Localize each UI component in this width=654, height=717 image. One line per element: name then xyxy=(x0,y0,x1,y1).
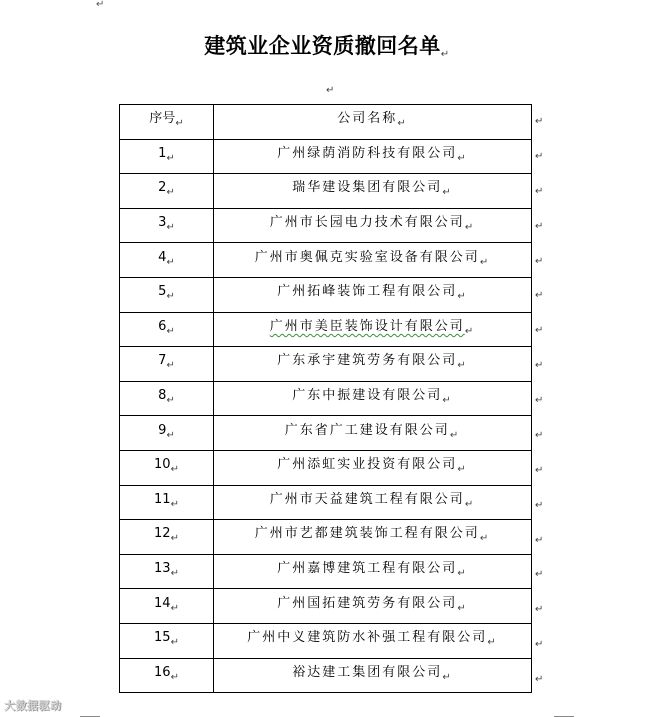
company-name: 广州中义建筑防水补强工程有限公司$_↵$ xyxy=(214,623,532,658)
row-end-mark: ↵ xyxy=(535,186,544,197)
row-number: $2_↵$ xyxy=(120,174,214,209)
table-row xyxy=(120,520,532,555)
row-end-mark: ↵ xyxy=(535,569,544,580)
table-row xyxy=(120,277,532,312)
table-row xyxy=(120,416,532,451)
table-row xyxy=(120,347,532,382)
document-title-text: 建筑业企业资质撤回名单 xyxy=(204,33,441,58)
company-name: 广州添虹实业投资有限公司$_↵$ xyxy=(214,450,532,485)
row-number: $11_↵$ xyxy=(120,485,214,520)
table-row xyxy=(120,243,532,278)
company-name: 广州拓峰装饰工程有限公司$_↵$ xyxy=(214,277,532,312)
header-company-name: 公司名称$_↵$ xyxy=(214,105,532,140)
company-name: 广州绿荫消防科技有限公司$_↵$ xyxy=(214,139,532,174)
table-row xyxy=(120,658,532,693)
row-number: $1_↵$ xyxy=(120,139,214,174)
spellcheck-squiggle: 广州市美臣装饰设计有限公司 xyxy=(269,318,465,334)
company-name: 裕达建工集团有限公司$_↵$ xyxy=(214,658,532,693)
company-name: 广州嘉博建筑工程有限公司$_↵$ xyxy=(214,554,532,589)
row-end-mark: ↵ xyxy=(535,395,544,406)
row-number: $7_↵$ xyxy=(120,347,214,382)
table-row xyxy=(120,208,532,243)
row-end-mark: ↵ xyxy=(535,221,544,232)
row-end-mark: ↵ xyxy=(535,465,544,476)
row-number: $9_↵$ xyxy=(120,416,214,451)
row-number: $3_↵$ xyxy=(120,208,214,243)
row-end-mark: ↵ xyxy=(535,256,544,267)
paragraph-mark-blank-line: ↵ xyxy=(326,85,335,96)
table-row xyxy=(120,381,532,416)
row-number: $6_↵$ xyxy=(120,312,214,347)
table-row xyxy=(120,623,532,658)
row-end-mark: ↵ xyxy=(535,325,544,336)
row-number: $12_↵$ xyxy=(120,520,214,555)
table-row xyxy=(120,554,532,589)
company-name: 广州国拓建筑劳务有限公司$_↵$ xyxy=(214,589,532,624)
row-number: $14_↵$ xyxy=(120,589,214,624)
row-number: $4_↵$ xyxy=(120,243,214,278)
row-end-mark: ↵ xyxy=(535,151,544,162)
page-corner-mark: ↵ xyxy=(96,0,105,10)
table-row xyxy=(120,139,532,174)
row-number: $10_↵$ xyxy=(120,450,214,485)
company-name: 广州市长园电力技术有限公司$_↵$ xyxy=(214,208,532,243)
row-end-mark: ↵ xyxy=(535,500,544,511)
company-name: 瑞华建设集团有限公司$_↵$ xyxy=(214,174,532,209)
document-title xyxy=(0,34,654,67)
table-row xyxy=(120,174,532,209)
row-end-mark: ↵ xyxy=(535,116,544,127)
row-number: $16_↵$ xyxy=(120,658,214,693)
header-serial-number: 序号$_↵$ xyxy=(120,105,214,140)
company-name: 广东中振建设有限公司$_↵$ xyxy=(214,381,532,416)
watermark: 大数据驱动 xyxy=(4,699,62,712)
table-row xyxy=(120,450,532,485)
row-number: $15_↵$ xyxy=(120,623,214,658)
row-end-mark: ↵ xyxy=(535,674,544,685)
table-row xyxy=(120,312,532,347)
table-header-row xyxy=(120,105,532,140)
row-end-mark: ↵ xyxy=(535,604,544,615)
table-row xyxy=(120,589,532,624)
table-row xyxy=(120,485,532,520)
row-number: $13_↵$ xyxy=(120,554,214,589)
row-end-mark: ↵ xyxy=(535,430,544,441)
company-name: 广东承宇建筑劳务有限公司$_↵$ xyxy=(214,347,532,382)
revocation-list-table xyxy=(119,104,532,693)
company-name: 广州市天益建筑工程有限公司$_↵$ xyxy=(214,485,532,520)
row-end-mark: ↵ xyxy=(535,290,544,301)
row-number: $5_↵$ xyxy=(120,277,214,312)
company-name: 广州市美臣装饰设计有限公司$_↵$ xyxy=(214,312,532,347)
row-end-mark: ↵ xyxy=(535,360,544,371)
company-name: 广州市艺都建筑装饰工程有限公司$_↵$ xyxy=(214,520,532,555)
paragraph-mark: ↵ xyxy=(440,49,450,60)
company-name: 广州市奥佩克实验室设备有限公司$_↵$ xyxy=(214,243,532,278)
company-name: 广东省广工建设有限公司$_↵$ xyxy=(214,416,532,451)
row-number: $8_↵$ xyxy=(120,381,214,416)
row-end-mark: ↵ xyxy=(535,639,544,650)
row-end-mark: ↵ xyxy=(535,535,544,546)
